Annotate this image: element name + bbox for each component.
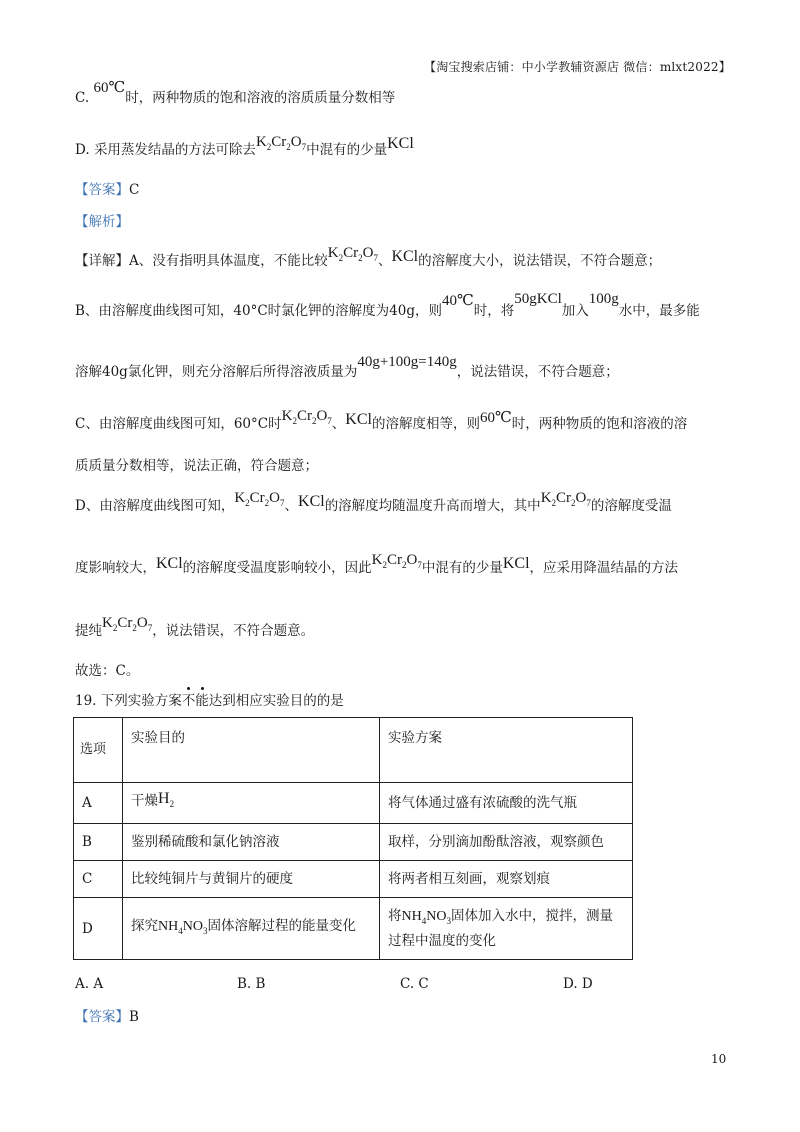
option-d-letter: D. — [75, 142, 90, 158]
answer-label: 【答案】 — [75, 182, 129, 198]
choice-b: B. B — [237, 976, 266, 992]
choice-d: D. D — [563, 976, 593, 992]
experiment-table — [73, 717, 633, 960]
emphasis-char: 不 — [182, 693, 196, 709]
detail-c-line1: C、由溶解度曲线图可知，60°C时$K_2Cr_2O_7$、KCl的溶解度相等，则60℃时，两种物质的饱和溶液的溶 — [75, 408, 688, 432]
option-c-temp: 60℃ — [93, 80, 126, 96]
option-d-text: 采用蒸发结晶的方法可除去 — [93, 142, 256, 158]
detail-c-line2: 质质量分数相等，说法正确，符合题意； — [75, 458, 318, 474]
option-c-text: 时，两种物质的饱和溶液的溶质质量分数相等 — [125, 90, 396, 106]
shop-header: 【淘宝搜索店铺：中小学教辅资源店 微信：mlxt2022】 — [424, 60, 731, 74]
formula-k2cr2o7: $K_2Cr_2O_7$ — [371, 552, 422, 570]
emphasis-char: 能 — [195, 693, 209, 709]
header-plan: 实验方案 — [380, 718, 633, 783]
choice-a: A. A — [75, 976, 104, 992]
choose-line: 故选：C。 — [75, 663, 140, 679]
option-d-mid: 中混有的少量 — [306, 142, 388, 158]
option-c-letter: C. — [75, 90, 90, 106]
answer-value: B — [129, 1009, 139, 1025]
analysis-label: 【解析】 — [75, 214, 129, 230]
formula-k2cr2o7: $K_2Cr_2O_7$ — [327, 245, 378, 263]
detail-d-line3: 提纯$K_2Cr_2O_7$，说法错误，不符合题意。 — [75, 615, 315, 639]
option-c — [75, 80, 396, 107]
formula-k2cr2o7: $K_2Cr_2O_7$ — [255, 134, 307, 152]
answer-line-2 — [75, 1005, 139, 1025]
table-row: D 探究$NH_4NO_3$固体溶解过程的能量变化 将$NH_4NO_3$固体加入水中，搅拌，测量过程中温度的变化 — [74, 898, 633, 960]
table-row: C 比较纯铜片与黄铜片的硬度 将两者相互刻画，观察划痕 — [74, 861, 633, 898]
question-19: 19. 下列实验方案 不 能达到相应实验目的的是 — [75, 689, 344, 709]
header-option: 选项 — [74, 718, 123, 783]
detail-b-line2: 溶解40g氯化钾，则充分溶解后所得溶液质量为40g+100g=140g，说法错误，不符合题意； — [75, 354, 619, 380]
page-number: 10 — [711, 1052, 727, 1066]
formula-k2cr2o7: $K_2Cr_2O_7$ — [102, 615, 153, 633]
detail-d-line2: 度影响较大，KCl的溶解度受温度影响较小，因此$K_2Cr_2O_7$中混有的少量KCl，应采用降温结晶的方法 — [75, 552, 679, 576]
table-row: B 鉴别稀硫酸和氯化钠溶液 取样，分别滴加酚酞溶液，观察颜色 — [74, 824, 633, 861]
formula-k2cr2o7: $K_2Cr_2O_7$ — [540, 490, 591, 508]
detail-d-line1: D、由溶解度曲线图可知，$K_2Cr_2O_7$、KCl的溶解度均随温度升高而增大，其中$K_2Cr_2O_7$的溶解度受温 — [75, 490, 672, 514]
formula-kcl: KCl — [387, 135, 414, 152]
table-header-row — [74, 718, 633, 783]
formula-k2cr2o7: $K_2Cr_2O_7$ — [281, 408, 332, 426]
option-d — [75, 134, 414, 160]
formula-kcl: KCl — [391, 248, 419, 265]
choice-c: C. C — [400, 976, 429, 992]
header-purpose: 实验目的 — [123, 718, 380, 783]
answer-value: C — [129, 182, 140, 198]
answer-label: 【答案】 — [75, 1009, 129, 1025]
formula-k2cr2o7: $K_2Cr_2O_7$ — [234, 490, 285, 508]
answer-line — [75, 178, 139, 198]
detail-a: 【详解】A、没有指明具体温度，不能比较$K_2Cr_2O_7$、KCl的溶解度大小，说法错误，不符合题意； — [75, 245, 662, 269]
detail-b-line1: B、由溶解度曲线图可知，40°C时氯化钾的溶解度为40g，则40℃时，将50gKCl加入100g水中，最多能 — [75, 291, 700, 319]
table-row: A 干燥$H_2$ 将气体通过盛有浓硫酸的洗气瓶 — [74, 783, 633, 824]
